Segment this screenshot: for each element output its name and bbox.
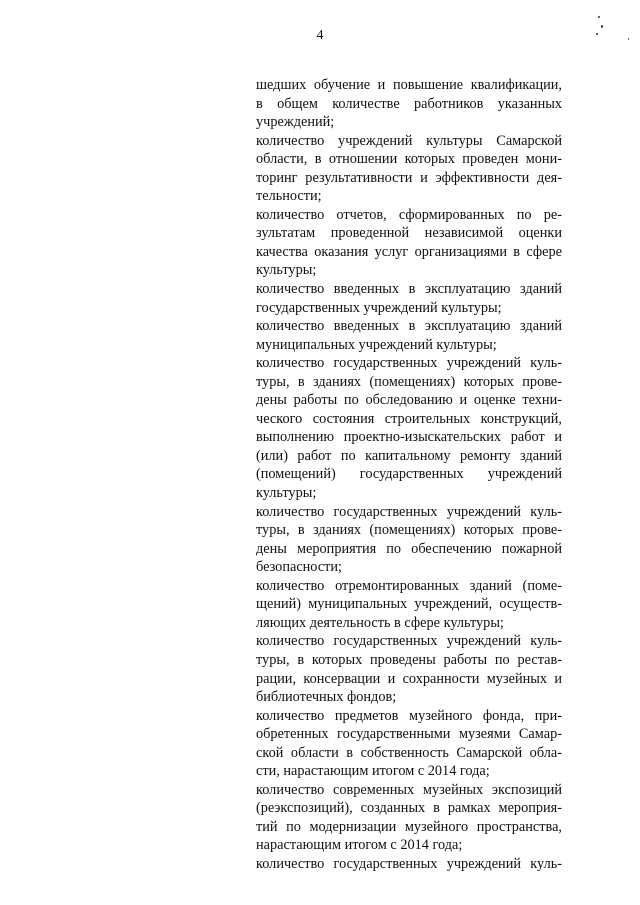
paragraph: [256, 76, 562, 132]
text-line: количество современных музейных экспозиций: [256, 781, 562, 798]
text-line: безопасности;: [256, 559, 343, 576]
text-line: ляющих деятельность в сфере культуры;: [256, 614, 504, 631]
text-line: качества оказания услуг организациями в сфере: [256, 243, 562, 260]
text-line: выполнению проектно-изыскательских работ и: [256, 429, 562, 446]
paragraph: [256, 632, 562, 706]
text-line: тий по модернизации музейного пространства,: [256, 818, 562, 835]
paragraph: [256, 577, 562, 633]
text-line: количество государственных учреждений куль-: [256, 633, 562, 650]
text-line: обретенных государственными музеями Самар-: [256, 726, 562, 743]
paragraph: [256, 280, 562, 317]
text-line: государственных учреждений культуры;: [256, 299, 502, 316]
scan-speck: [596, 33, 598, 35]
scan-speck: [598, 16, 600, 18]
text-line: туры, в которых проведены работы по рестав-: [256, 651, 562, 668]
paragraph: [256, 354, 562, 502]
text-line: дены работы по обследованию и оценке техни-: [256, 392, 562, 409]
text-line: зультатам проведенной независимой оценки: [256, 225, 562, 242]
text-line: рации, консервации и сохранности музейных и: [256, 670, 562, 687]
text-line: муниципальных учреждений культуры;: [256, 336, 497, 353]
text-line: культуры;: [256, 485, 317, 502]
text-line: количество государственных учреждений куль-: [256, 503, 562, 520]
text-line: торинг результативности и эффективности дея-: [256, 169, 562, 186]
text-line: ческого состояния строительных конструкций,: [256, 410, 562, 427]
text-line: тельности;: [256, 188, 322, 205]
scan-speck: [628, 38, 629, 40]
scan-speck: [601, 25, 603, 28]
text-line: туры, в зданиях (помещениях) которых прове-: [256, 522, 562, 539]
paragraph: [256, 781, 562, 855]
paragraph: [256, 707, 562, 781]
paragraph: [256, 855, 562, 874]
text-line: сти, нарастающим итогом с 2014 года;: [256, 763, 490, 780]
text-line: библиотечных фондов;: [256, 689, 397, 706]
text-line: количество государственных учреждений куль-: [256, 855, 562, 872]
document-body: [256, 76, 562, 874]
text-line: количество отремонтированных зданий (поме-: [256, 577, 562, 594]
text-line: количество учреждений культуры Самарской: [256, 132, 562, 149]
text-line: ской области в собственность Самарской обла-: [256, 744, 562, 761]
paragraph: [256, 317, 562, 354]
paragraph: [256, 503, 562, 577]
text-line: нарастающим итогом с 2014 года;: [256, 837, 463, 854]
text-line: (реэкспозиций), созданных в рамках мероприя-: [256, 800, 562, 817]
text-line: дены мероприятия по обеспечению пожарной: [256, 540, 562, 557]
paragraph: [256, 206, 562, 280]
text-line: количество введенных в эксплуатацию зданий: [256, 281, 562, 298]
text-line: шедших обучение и повышение квалификации,: [256, 77, 562, 93]
text-line: количество введенных в эксплуатацию зданий: [256, 318, 562, 335]
text-line: количество предметов музейного фонда, при-: [256, 707, 562, 724]
text-line: области, в отношении которых проведен мони-: [256, 151, 562, 168]
text-line: количество государственных учреждений куль-: [256, 355, 562, 372]
text-line: количество отчетов, сформированных по ре-: [256, 206, 562, 223]
text-line: в общем количестве работников указанных: [256, 95, 562, 112]
text-line: (помещений) государственных учреждений: [256, 466, 562, 483]
text-line: щений) муниципальных учреждений, осуществ-: [256, 596, 562, 613]
text-line: (или) работ по капитальному ремонту зданий: [256, 447, 562, 464]
text-line: культуры;: [256, 262, 317, 279]
text-line: учреждений;: [256, 114, 335, 131]
paragraph: [256, 132, 562, 206]
page-number: 4: [316, 28, 324, 43]
text-line: туры, в зданиях (помещениях) которых прове-: [256, 373, 562, 390]
